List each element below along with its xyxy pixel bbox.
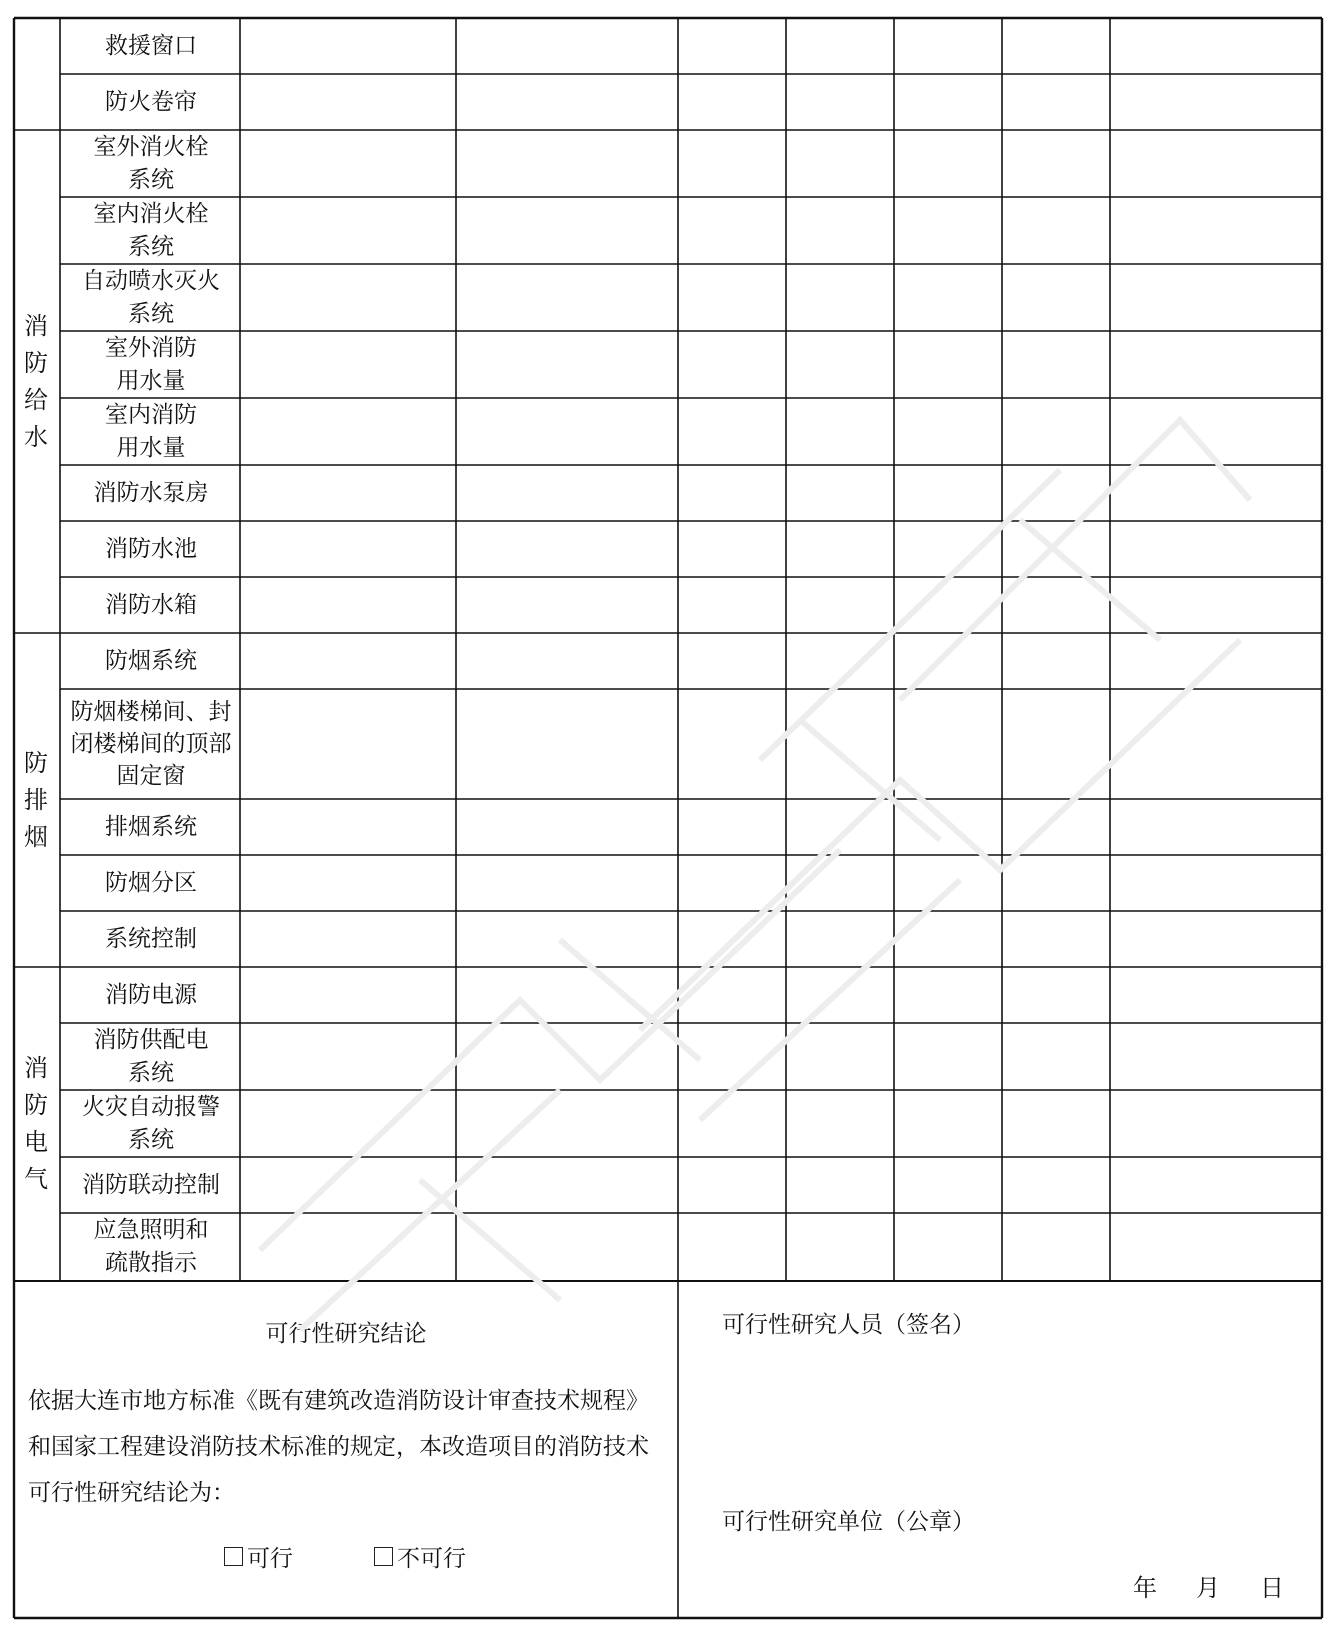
row-item-label: 消防水泵房 — [93, 479, 209, 506]
row-item-label: 消防供配电 系统 — [93, 1026, 209, 1086]
infeasible-option[interactable] — [374, 1540, 466, 1573]
row-item-label: 防烟楼梯间、封 闭楼梯间的顶部 固定窗 — [70, 699, 232, 789]
row-item-label: 消防联动控制 — [82, 1171, 220, 1198]
infeasible-label: 不可行 — [397, 1546, 466, 1572]
date-month: 月 — [1196, 1574, 1220, 1602]
row-item-label: 消防电源 — [105, 981, 197, 1008]
row-item-label: 消防水池 — [105, 535, 197, 562]
row-item-label: 室外消防 用水量 — [105, 334, 197, 394]
row-item-label: 排烟系统 — [105, 813, 197, 840]
row-item-label: 救援窗口 — [105, 32, 197, 59]
infeasible-checkbox[interactable] — [374, 1547, 393, 1566]
category-label: 消 防 给 水 — [24, 311, 48, 451]
row-item-label: 火灾自动报警 系统 — [82, 1093, 220, 1153]
row-item-label: 室内消防 用水量 — [105, 401, 197, 461]
conclusion-title: 可行性研究结论 — [265, 1321, 427, 1347]
row-item-label: 防烟系统 — [105, 647, 197, 674]
conclusion-body: 依据大连市地方标准《既有建筑改造消防设计审查技术规程》和国家工程建设消防技术标准的规定，本改造项目的消防技术可行性研究结论为： — [28, 1388, 649, 1506]
category-label: 防 排 烟 — [24, 748, 48, 851]
date-day: 日 — [1260, 1574, 1284, 1602]
row-item-label: 防烟分区 — [105, 869, 197, 896]
row-item-label: 自动喷水灭火 系统 — [82, 267, 220, 327]
researcher-signature-label: 可行性研究人员（签名） — [722, 1312, 975, 1338]
row-item-label: 系统控制 — [105, 925, 197, 952]
row-item-label: 防火卷帘 — [105, 88, 197, 115]
research-unit-seal-label: 可行性研究单位（公章） — [722, 1509, 975, 1535]
feasible-option[interactable] — [224, 1540, 293, 1573]
feasible-checkbox[interactable] — [224, 1547, 243, 1566]
feasible-label: 可行 — [247, 1546, 293, 1572]
row-item-label: 应急照明和 疏散指示 — [93, 1216, 209, 1276]
category-label: 消 防 电 气 — [24, 1053, 48, 1193]
row-item-label: 消防水箱 — [105, 591, 197, 618]
date-year: 年 — [1133, 1574, 1157, 1602]
row-item-label: 室内消火栓 系统 — [93, 200, 209, 260]
row-item-label: 室外消火栓 系统 — [93, 133, 209, 193]
